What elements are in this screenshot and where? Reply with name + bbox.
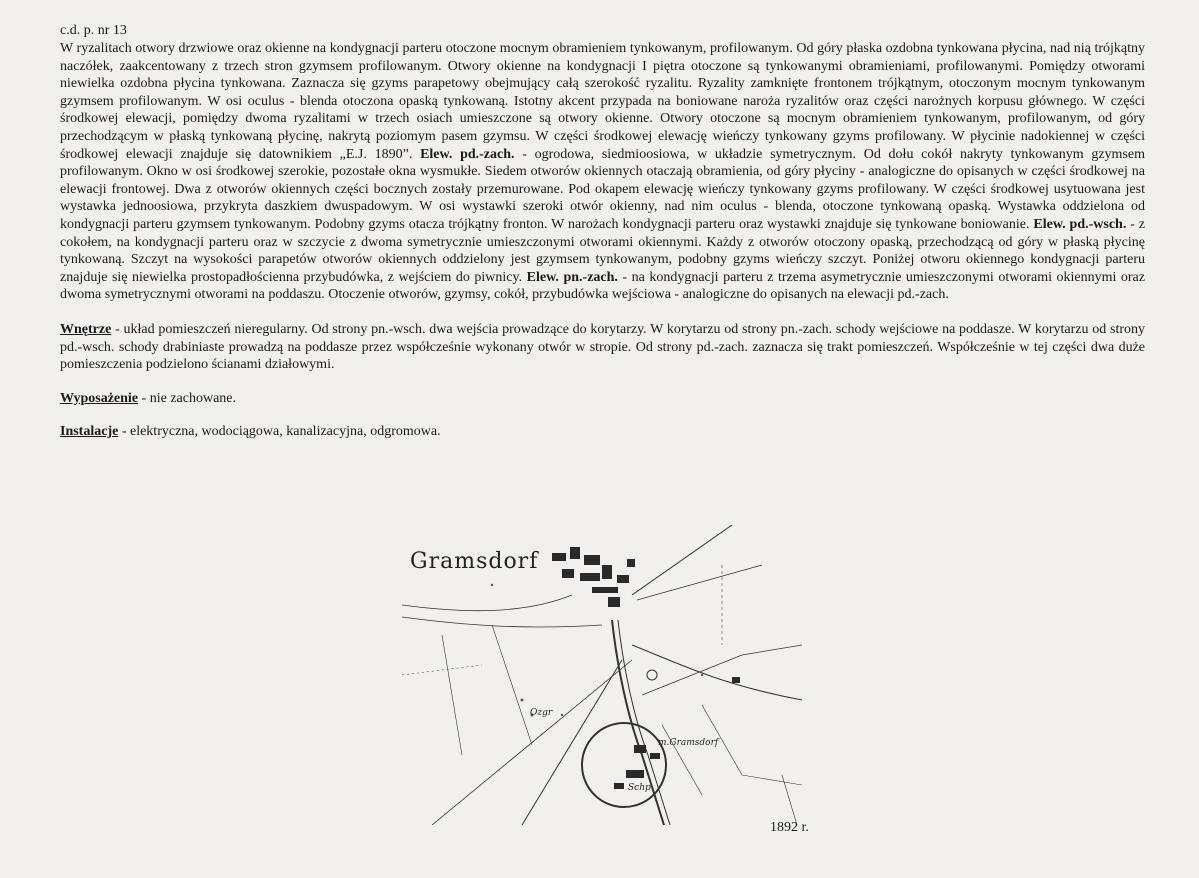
map-year: 1892 r. — [770, 820, 809, 835]
label-wnetrze: Wnętrze — [60, 321, 112, 337]
label-wyposazenie: Wyposażenie — [60, 390, 139, 406]
map-title: Gramsdorf — [410, 549, 539, 574]
map-label-small: Schp — [628, 783, 651, 793]
text-segment: W ryzalitach otwory drzwiowe oraz okienne na kondygnacji parteru otoczone mocnym obramieniem tynkowanym, profilowanym. Od góry płaska ozdobna tynkowana płycina, nad nią trójkątny naczółek, zaakcentowany z trzech stron gzymsem profilowanym. Otwory okienne na kondygnacji I piętra otoczone są tynkowanymi obramieniami, profilowanymi. Pomiędzy otworami niewielka ozdobna płycina tynkowana. Zaznacza się gzyms parapetowy obejmujący całą szerokość ryzalitu. Ryzality zamknięte frontonem trójkątnym, otoczonym mocnym tynkowanym gzymsem profilowanym. W osi oculus - blenda otoczona opaską tynkowaną. Istotny akcent przypada na boniowane naroża ryzalitów oraz części narożnych korpusu głównego. W części środkowej elewacji, pomiędzy dwoma ryzalitami w trzech osiach umieszczone są otwory okienne. Otwory otoczone są mocnym obramieniem tynkowanym, profilowanym, od góry przechodzącym w płaską tynkowaną płycinę, nakrytą poziomym pasem gzymsu. W części środkowej elewację wieńczy tynkowany gzyms profilowany. W płycinie nadokiennej w części środkowej elewacji znajduje się datownikiem „E.J. 1890”. — [60, 41, 1145, 162]
section-instalacje — [60, 423, 1145, 441]
label-instalacje: Instalacje — [60, 424, 119, 440]
heading-elew-pd-wsch: Elew. pd.-wsch. — [1033, 216, 1127, 232]
elevation-description — [60, 40, 1145, 304]
section-wyposazenie — [60, 390, 1145, 408]
document-page — [60, 22, 1145, 441]
text-instalacje: - elektryczna, wodociągowa, kanalizacyjna, odgromowa. — [118, 424, 441, 440]
text-segment: - na kondygnacji parteru z trzema asymetrycznie umieszczonymi otworami okiennymi oraz dwoma symetrycznymi otworami na poddaszu. Otoczenie otworów, gzymsy, cokół, przybudówka wejściowa - analogiczne do opisanych na elewacji pd.-zach. — [60, 269, 1145, 303]
text-wnetrze: - układ pomieszczeń nieregularny. Od strony pn.-wsch. dwa wejścia prowadzące do korytarzy. W korytarzu od strony pn.-zach. schody wejściowe na poddasze. W korytarzu od strony pd.-wsch. schody drabiniaste prowadzą na poddasze przez współcześnie wykonany otwór w stropie. Od strony pd.-zach. zaznacza się trakt pomieszczeń. Współcześnie w tej części dwa duże pomieszczenia podzielono ścianami działowymi. — [60, 321, 1145, 373]
text-segment: - ogrodowa, siedmioosiowa, w układzie symetrycznym. Od dołu cokół nakryty tynkowanym gzymsem profilowanym. Okno w osi środkowej szerokie, pozostałe okna wysmukłe. Siedem otworów okiennych otaczają obramienia, od góry płyciny - analogiczne do opisanych w części środkowej na elewacji frontowej. Dwa z otworów okiennych części bocznych zostały przemurowane. Pod okapem elewację wieńczy tynkowany gzyms profilowany. W części środkowej usytuowana jest wystawka jednoosiowa, przykryta daszkiem dwuspadowym. W osi wystawki szeroki otwór okienny, nad nim oculus - blenda, otoczone tynkowaną opaską. Wystawka oddzielona od kondygnacji parteru gzymsem tynkowanym. Podobny gzyms otacza trójkątny fronton. W narożach kondygnacji parteru oraz wystawki znajduje się tynkowane boniowanie. — [60, 146, 1145, 232]
heading-elew-pd-zach: Elew. pd.-zach. — [420, 146, 515, 162]
page-header: c.d. p. nr 13 — [60, 23, 127, 38]
heading-elew-pn-zach: Elew. pn.-zach. — [526, 269, 618, 285]
map-label-small: Ozgr — [530, 708, 553, 718]
section-wnetrze — [60, 321, 1145, 374]
text-segment: - z cokołem, na kondygnacji parteru oraz w szczycie z dwoma symetrycznie umieszczonymi otworami okiennymi. Każdy z otworów otoczony opaską, przechodzącą od góry w płaską płycinę tynkowaną. Szczyt na wysokości parapetów otworów okiennych oddzielony jest gzymsem tynkowanym, podobny gzyms wieńczy szczyt. Poniżej otworu okiennego kondygnacji parteru znajduje się niewielka prostopadłościenna przybudówka, z wejściem do piwnicy. — [60, 216, 1145, 285]
text-wyposazenie: - nie zachowane. — [138, 390, 236, 406]
map-label-estate: m.Gramsdorf — [658, 738, 719, 748]
